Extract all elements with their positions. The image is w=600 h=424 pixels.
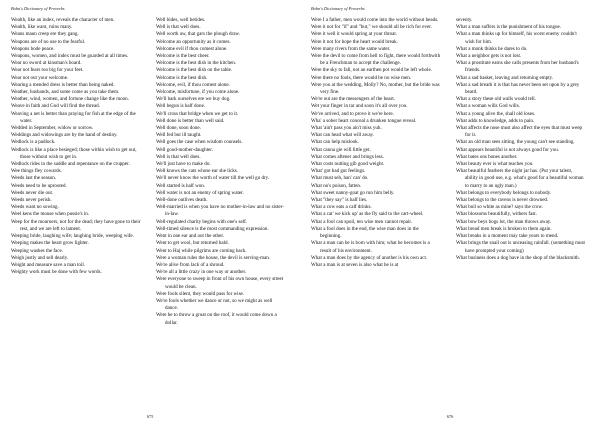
proverb-entry: Weeping bride, laughing wife; laughing bride, weeping wife. bbox=[11, 233, 134, 240]
proverb-entry: Wear no sword at kinsman's board. bbox=[11, 60, 82, 67]
proverb-entry: What adds to knowledge, adds to pain. bbox=[456, 117, 535, 124]
proverb-entry: Wet your finger in tar and soon it's all over you. bbox=[311, 103, 408, 110]
proverb-entry: What a cow eats a calf drinks. bbox=[311, 204, 372, 211]
left-page-column-2 bbox=[156, 17, 286, 327]
proverb-entry: Weight and measure save a man toil. bbox=[11, 261, 86, 268]
proverb-entry: Well begun is half done. bbox=[156, 103, 206, 110]
proverb-entry: What bates ons bones another. bbox=[456, 153, 518, 160]
proverb-entry: Weeds want no sowing. bbox=[11, 204, 59, 211]
proverb-entry: What brings the snail out is unceasing rainfall. (something must have prompted your coming) bbox=[456, 240, 585, 254]
right-page-column-2 bbox=[456, 17, 586, 262]
proverb-entry: Went to Haj while pilgrims are coming back. bbox=[156, 247, 247, 254]
proverb-entry: What belongs to the ravens is never drowned. bbox=[456, 197, 549, 204]
proverb-entry: We've arrived, and to prove it we're here. bbox=[311, 110, 394, 117]
proverb-entry: Wha' a sober heart conceal a drunken tongue reveal. bbox=[311, 117, 417, 124]
proverb-entry: What affects the nose must also affect the eyes that must weep for it. bbox=[456, 125, 583, 139]
proverb-entry: Were I a father, men would come into the world without heads. bbox=[311, 17, 439, 23]
proverb-entry: Went in one ear and out the other. bbox=[156, 233, 224, 240]
proverb-entry: What a story these old walls would tell. bbox=[456, 96, 536, 103]
proverb-entry: What can help mislook. bbox=[311, 139, 359, 146]
proverb-entry: Wear not out your welcome. bbox=[11, 74, 69, 81]
proverb-entry: Weigh justly and sell dearly. bbox=[11, 254, 69, 261]
proverb-entry: Welcome is the best dish in the kitchen. bbox=[156, 60, 237, 67]
proverb-entry: Wedded in September, widow or sorrow. bbox=[11, 125, 94, 132]
right-page-column-1 bbox=[311, 17, 441, 269]
proverb-entry: Weighty work must be done with few words. bbox=[11, 269, 102, 276]
proverb-entry: Weeping makes the heart grow lighter. bbox=[11, 240, 89, 247]
proverb-entry: Well good-mother-daughter. bbox=[156, 146, 213, 153]
proverb-entry: Well-regulated charity begins with one's self. bbox=[156, 218, 248, 225]
proverb-entry: What a woman wills God wills. bbox=[456, 103, 520, 110]
proverb-entry: What comes aftener and brings less. bbox=[311, 153, 384, 160]
proverb-entry: Were it not for "if" and "but," we should all be rich for ever. bbox=[311, 24, 432, 31]
proverb-entry: Weeds never perish. bbox=[11, 197, 52, 204]
proverb-entry: Were the devil to come from hell to fight, there would forthwith be a Frenchman to accept the challenge. bbox=[311, 53, 441, 67]
proverb-entry: What a sad basket, leaving and returning empty. bbox=[456, 74, 554, 81]
proverb-entry: Wedlock rides in the saddle and repentance on the crupper. bbox=[11, 161, 130, 168]
proverb-entry: seventy. bbox=[456, 17, 473, 23]
proverb-entry: Welcome evil if thou comest alone. bbox=[156, 45, 228, 52]
proverb-entry: We'll bark ourselves ere we buy dog. bbox=[156, 96, 231, 103]
proverb-entry: Were there no fools, there would be no wise men. bbox=[311, 74, 412, 81]
proverb-entry: Weans maun creep ere they gang. bbox=[11, 31, 79, 38]
proverb-entry: Wealth, like an index, reveals the character of men. bbox=[11, 17, 115, 23]
proverb-entry: What blossoms beautifully, withers fast. bbox=[456, 211, 537, 218]
page-number: 676 bbox=[446, 414, 454, 419]
proverb-entry: What "they say" is half lies. bbox=[311, 197, 368, 204]
proverb-entry: Were it well it would spring at your throat. bbox=[311, 31, 398, 38]
proverb-entry: Wealth, like want, ruins many. bbox=[11, 24, 73, 31]
proverb-entry: Weddings and widowings are by the hand of destiny. bbox=[11, 132, 118, 139]
proverb-entry: Weeds last the season. bbox=[11, 175, 57, 182]
proverb-entry: What a sad breath it is that has never been set upon by a grey beard. bbox=[456, 81, 580, 96]
proverb-entry: We're out are the messengers of the heart. bbox=[311, 96, 396, 103]
proverb-entry: What beautiful feathers the night jar has. (Put your talent, ability in good use, e.g. what's good for a beautiful woman to marry to an ugly man.) bbox=[456, 168, 584, 189]
proverb-entry: Wedlock is a padlock. bbox=[11, 139, 56, 146]
proverb-entry: Weapons bode peace. bbox=[11, 45, 55, 52]
proverb-entry: What breaks in a moment may take years to mend. bbox=[456, 233, 559, 240]
proverb-entry: Weave in faith and God will find the thread. bbox=[11, 103, 100, 110]
proverb-entry: Went to get wool, but returned bald. bbox=[156, 240, 229, 247]
proverb-entry: Weapons are of no use to the fearful. bbox=[11, 38, 86, 45]
proverb-entry: What must seh, han' can' do. bbox=[311, 175, 369, 182]
proverb-entry: Well done is better than well said. bbox=[156, 117, 225, 124]
proverb-entry: Welcome is the best dish. bbox=[156, 74, 208, 81]
proverb-entry: Well fed but ill taught. bbox=[156, 132, 202, 139]
proverb-entry: What 'ain't pass you ain't miss yuh. bbox=[311, 125, 382, 132]
proverb-entry: What a young alive the, shall old loses. bbox=[456, 110, 536, 117]
proverb-entry: Welcome an opportunity as it comes. bbox=[156, 38, 231, 45]
proverb-entry: Were the sky to fall, not an earthen pot would be left whole. bbox=[311, 67, 432, 74]
proverb-entry: Weaving a net is better than praying for fish at the edge of the water. bbox=[11, 110, 136, 124]
proverb-entry: Well done, soon done. bbox=[156, 125, 201, 132]
proverb-entry: What a man is at seven is also what he is at bbox=[311, 261, 399, 268]
proverb-entry: What canna gie will little get. bbox=[311, 146, 371, 153]
proverb-entry: What a man thinks up for himself, his worst enemy couldn't wish for him. bbox=[456, 31, 577, 45]
proverb-entry: What a prostitute earns she calls presents from her husband's friends. bbox=[456, 60, 579, 74]
proverb-entry: Were everyone to sweep in front of his own house, every street would be clean. bbox=[156, 276, 284, 290]
proverb-entry: Weeds need to be uprooted. bbox=[11, 182, 67, 189]
proverb-entry: What a cat' we kick up' as the fly said to the cart-wheel. bbox=[311, 211, 424, 218]
proverb-entry: Well-married is when you have no mother-in-law and no sister-in-law. bbox=[156, 204, 284, 218]
proverb-entry: Welcome is the best cheer. bbox=[156, 53, 210, 60]
proverb-entry: Well bides, well betides. bbox=[156, 17, 206, 23]
proverb-entry: We'll never know the worth of water till the well go dry. bbox=[156, 175, 270, 182]
proverb-entry: Were it not for hope the heart would break. bbox=[311, 38, 398, 45]
proverb-entry: What costs nutting gib good weight. bbox=[311, 161, 385, 168]
proverb-entry: Well worth aw, that gars the plough draw. bbox=[156, 31, 241, 38]
proverb-entry: Well goes the case when wisdom counsels. bbox=[156, 139, 243, 146]
proverb-entry: What a fool does in the end, the wise man does in the beginning. bbox=[311, 225, 419, 240]
proverb-entry: Wear not fears too big for your feet. bbox=[11, 67, 84, 74]
proverb-entry: We'll just have to make do. bbox=[156, 161, 211, 168]
proverb-entry: Well knows the cats whose ear she licks. bbox=[156, 168, 239, 175]
page-number: 675 bbox=[146, 414, 154, 419]
proverb-entry: What a neighbor gets is not lost. bbox=[456, 53, 522, 60]
proverb-entry: Well is that well does. bbox=[156, 24, 201, 31]
proverb-entry: What a man suffers is the punishment of his tongue. bbox=[456, 24, 562, 31]
proverb-entry: Weather, wind, women, and fortune change like the moon. bbox=[11, 96, 129, 103]
proverb-entry: What a man does by the agency of another is his own act. bbox=[311, 254, 428, 261]
proverb-entry: What a monk thinks he dares to do. bbox=[456, 45, 528, 52]
proverb-entry: Welcome, evil, if thou comest alone. bbox=[156, 81, 230, 88]
proverb-entry: Welcome, misfortune, if you come alone. bbox=[156, 89, 240, 96]
proverb-entry: Were you at the wedding, Molly? No, mother, but the bride was very fine. bbox=[311, 81, 440, 96]
proverb-entry: What sweet nanny-goat go run him belly. bbox=[311, 189, 395, 196]
proverb-entry: Wee things fley cowards. bbox=[11, 168, 62, 175]
proverb-entry: We're fools whether we dance or not, so we might as well dance. bbox=[156, 297, 273, 312]
running-header: Bohn's Dictionary of Proverbs bbox=[11, 6, 65, 11]
proverb-entry: We're all a little crazy in one way or another. bbox=[156, 269, 247, 276]
proverb-entry: Were a woman rules the house, the devil is serving-man. bbox=[156, 254, 271, 261]
proverb-entry: We're alive from lack of a shroud. bbox=[156, 261, 225, 268]
proverb-entry: Weather, husbands, and some come as you take them. bbox=[11, 89, 120, 96]
proverb-entry: What appears beautiful is not always good for you. bbox=[456, 146, 560, 153]
proverb-entry: What no's poison, fatten. bbox=[311, 182, 362, 189]
running-header: Bohn's Dictionary of Proverbs bbox=[311, 6, 365, 11]
proverb-entry: What belongs to everybody belongs to nobody. bbox=[456, 189, 552, 196]
proverb-entry: What bread men break is broken to them again. bbox=[456, 225, 552, 232]
proverb-entry: What a man can be is born with him; what he becomes is a result of his environment. bbox=[311, 240, 430, 254]
proverb-entry: Weeping washes the face. bbox=[11, 247, 64, 254]
right-page bbox=[300, 0, 600, 424]
proverb-entry: Well water is not an enemy of spring water. bbox=[156, 189, 244, 196]
proverb-entry: What beauty ever is what teaches you. bbox=[456, 161, 534, 168]
proverb-entry: What a fool can spoil, ten wise men cannot repair. bbox=[311, 218, 413, 225]
proverb-entry: We'll cross that bridge when we get to it. bbox=[156, 110, 239, 117]
proverb-entry: Were he to throw a groat on the roof, it would come down a dollar. bbox=[156, 312, 277, 326]
proverb-entry: Were fools silent, they would pass for wise. bbox=[156, 290, 245, 297]
proverb-entry: Well-timed silence is the most commanding expression. bbox=[156, 225, 269, 232]
proverb-entry: Well is that well does. bbox=[156, 153, 201, 160]
proverb-entry: Wearing a mended dress is better than being naked. bbox=[11, 81, 115, 88]
proverb-entry: Weep for the mourners, not for the dead; they have gone to their rest, and we are left to lament. bbox=[11, 218, 141, 232]
left-page-column-1 bbox=[11, 17, 141, 276]
proverb-entry: Welcome is the best dish on the table. bbox=[156, 67, 233, 74]
proverb-entry: What an old man sees sitting, the young can't see standing. bbox=[456, 139, 575, 146]
proverb-entry: What boil so white as mine? says the crow. bbox=[456, 204, 543, 211]
proverb-entry: What business does a dog have in the shop of the blacksmith. bbox=[456, 254, 580, 261]
proverb-entry: What' got bad gut feelings. bbox=[311, 168, 366, 175]
proverb-entry: Weeds never die out. bbox=[11, 189, 54, 196]
proverb-entry: Were many rivers from the same water. bbox=[311, 45, 391, 52]
proverb-entry: Wedlock is like a place besieged; those within wish to get out, those without wish to get in. bbox=[11, 146, 137, 160]
proverb-entry: Weel kens the mouse when pussie's in. bbox=[11, 211, 90, 218]
proverb-entry: Weapons, women, and index must be guarded at all times. bbox=[11, 53, 129, 60]
proverb-entry: Well-done outlives death. bbox=[156, 197, 208, 204]
proverb-entry: What can head what will away. bbox=[311, 132, 375, 139]
proverb-entry: What bow beys bogs lot, the man throws away. bbox=[456, 218, 552, 225]
proverb-entry: Well started is half won. bbox=[156, 182, 206, 189]
